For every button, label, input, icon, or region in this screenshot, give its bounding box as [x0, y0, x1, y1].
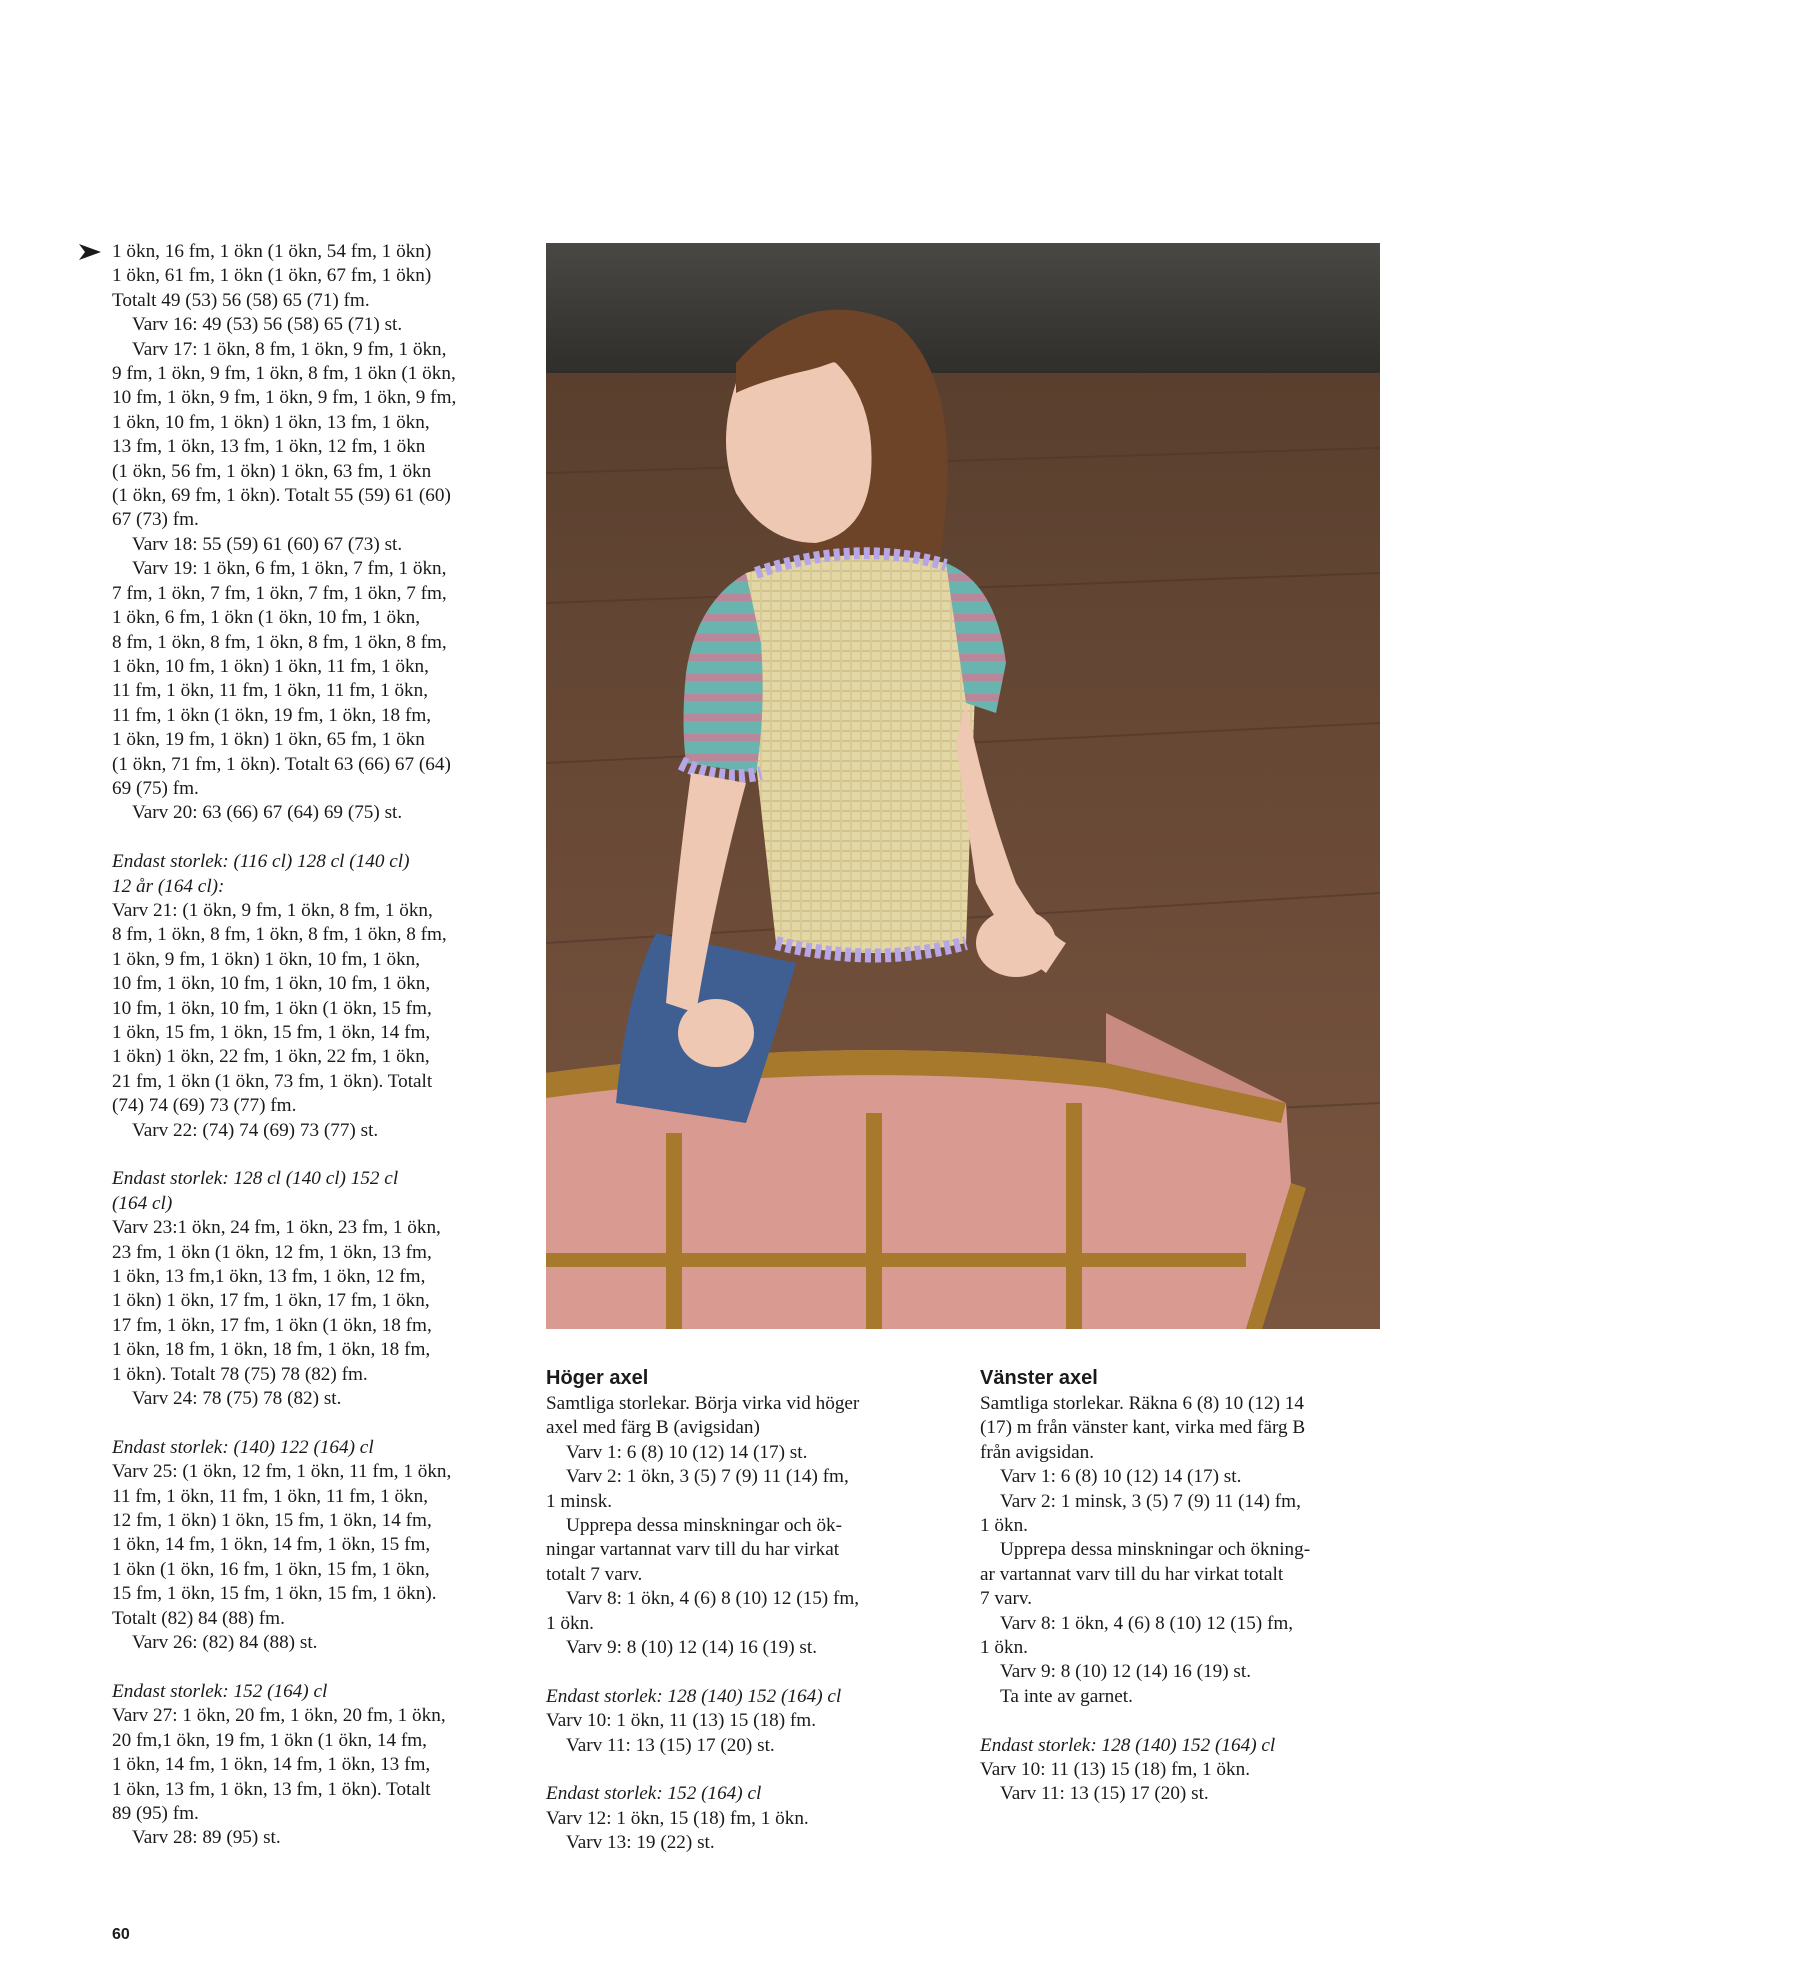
text-line: Varv 8: 1 ökn, 4 (6) 8 (10) 12 (15) fm, — [1000, 1612, 1294, 1634]
text-line: 1 ökn, 10 fm, 1 ökn) 1 ökn, 11 fm, 1 ökn, — [112, 655, 429, 677]
text-line: 13 fm, 1 ökn, 13 fm, 1 ökn, 12 fm, 1 ökn — [112, 436, 426, 458]
text-line: (17) m från vänster kant, virka med färg B — [980, 1417, 1306, 1439]
text-line: 1 ökn (1 ökn, 16 fm, 1 ökn, 15 fm, 1 ökn, — [112, 1558, 430, 1580]
text-line: 1 ökn, 9 fm, 1 ökn) 1 ökn, 10 fm, 1 ökn, — [112, 948, 421, 970]
text-line — [112, 1143, 532, 1167]
text-line: 1 ökn. — [546, 1612, 594, 1634]
photo-girl-crochet-vest — [546, 243, 1760, 1329]
photo-caption-line-2: liten puffärm. — [1664, 715, 1760, 732]
text-line: Totalt 49 (53) 56 (58) 65 (71) fm. — [112, 289, 370, 311]
text-line: Endast storlek: 152 (164) cl — [112, 1680, 328, 1702]
text-line: 11 fm, 1 ökn, 11 fm, 1 ökn, 11 fm, 1 ökn, — [112, 1485, 429, 1507]
text-line: 10 fm, 1 ökn, 10 fm, 1 ökn, 10 fm, 1 ökn, — [112, 973, 431, 995]
text-line: 1 ökn, 14 fm, 1 ökn, 14 fm, 1 ökn, 13 fm, — [112, 1754, 431, 1776]
text-line: 1 ökn, 61 fm, 1 ökn (1 ökn, 67 fm, 1 ökn) — [112, 265, 432, 287]
text-line — [546, 1758, 946, 1782]
text-line: Varv 17: 1 ökn, 8 fm, 1 ökn, 9 fm, 1 ökn, — [132, 338, 447, 360]
text-line: 7 fm, 1 ökn, 7 fm, 1 ökn, 7 fm, 1 ökn, 7 fm, — [112, 582, 447, 604]
text-line: Varv 12: 1 ökn, 15 (18) fm, 1 ökn. — [546, 1807, 809, 1829]
text-line: axel med färg B (avigsidan) — [546, 1417, 760, 1439]
text-line: Varv 27: 1 ökn, 20 fm, 1 ökn, 20 fm, 1 ökn, — [112, 1705, 446, 1727]
text-line: Upprepa dessa minskningar och ök- — [566, 1515, 843, 1537]
photo-caption-line-1: Sött med en — [1664, 696, 1750, 713]
text-line: 1 ökn, 16 fm, 1 ökn (1 ökn, 54 fm, 1 ökn) — [112, 241, 432, 262]
text-line: Varv 2: 1 ökn, 3 (5) 7 (9) 11 (14) fm, — [566, 1466, 849, 1488]
text-line: 8 fm, 1 ökn, 8 fm, 1 ökn, 8 fm, 1 ökn, 8 fm, — [112, 924, 447, 946]
text-line: 1 ökn, 13 fm, 1 ökn, 13 fm, 1 ökn). Totalt — [112, 1778, 431, 1800]
text-line: 1 ökn) 1 ökn, 17 fm, 1 ökn, 17 fm, 1 ökn, — [112, 1290, 430, 1312]
text-line: (1 ökn, 71 fm, 1 ökn). Totalt 63 (66) 67 (64) — [112, 753, 451, 775]
text-line: 23 fm, 1 ökn (1 ökn, 12 fm, 1 ökn, 13 fm, — [112, 1241, 432, 1263]
text-line: Endast storlek: (140) 122 (164) cl — [112, 1436, 374, 1458]
text-line: (74) 74 (69) 73 (77) fm. — [112, 1095, 297, 1117]
text-line: 12 år (164 cl): — [112, 875, 225, 897]
text-line: 1 ökn. — [980, 1515, 1028, 1537]
text-line: 8 fm, 1 ökn, 8 fm, 1 ökn, 8 fm, 1 ökn, 8 fm, — [112, 631, 447, 653]
continuation-arrow-icon — [78, 243, 102, 261]
pattern-column-middle — [546, 1366, 946, 1856]
text-line: 15 fm, 1 ökn, 15 fm, 1 ökn, 15 fm, 1 ökn). — [112, 1583, 437, 1605]
section-heading-hoger-axel: Höger axel — [546, 1367, 649, 1389]
text-line: Varv 9: 8 (10) 12 (14) 16 (19) st. — [1000, 1661, 1251, 1683]
text-line: Varv 23:1 ökn, 24 fm, 1 ökn, 23 fm, 1 ökn, — [112, 1217, 441, 1239]
text-line: 1 ökn, 10 fm, 1 ökn) 1 ökn, 13 fm, 1 ökn, — [112, 411, 430, 433]
text-line: 1 minsk. — [546, 1490, 613, 1512]
text-line: Varv 20: 63 (66) 67 (64) 69 (75) st. — [132, 802, 403, 824]
text-line: 1 ökn, 15 fm, 1 ökn, 15 fm, 1 ökn, 14 fm, — [112, 1021, 431, 1043]
text-line: Endast storlek: 152 (164) cl — [546, 1783, 762, 1805]
text-line: 1 ökn. — [980, 1637, 1028, 1659]
text-line: 1 ökn). Totalt 78 (75) 78 (82) fm. — [112, 1363, 368, 1385]
text-line: Totalt (82) 84 (88) fm. — [112, 1607, 285, 1629]
text-line: Varv 21: (1 ökn, 9 fm, 1 ökn, 8 fm, 1 ökn, — [112, 899, 433, 921]
text-line: (1 ökn, 69 fm, 1 ökn). Totalt 55 (59) 61 (60) — [112, 485, 451, 507]
hoger-axel-text — [546, 1392, 946, 1856]
text-line: Varv 26: (82) 84 (88) st. — [132, 1632, 318, 1654]
text-line: Endast storlek: 128 (140) 152 (164) cl — [980, 1734, 1276, 1756]
text-line: Varv 11: 13 (15) 17 (20) st. — [1000, 1783, 1209, 1805]
text-line: 69 (75) fm. — [112, 777, 199, 799]
text-line: 20 fm,1 ökn, 19 fm, 1 ökn (1 ökn, 14 fm, — [112, 1729, 427, 1751]
text-line: Upprepa dessa minskningar och ökning- — [1000, 1539, 1311, 1561]
text-line: 21 fm, 1 ökn (1 ökn, 73 fm, 1 ökn). Totalt — [112, 1070, 433, 1092]
wall — [546, 243, 1380, 373]
text-line: (164 cl) — [112, 1192, 173, 1214]
text-line — [546, 1660, 946, 1684]
text-line: Varv 22: (74) 74 (69) 73 (77) st. — [132, 1119, 379, 1141]
right-hand — [976, 909, 1056, 977]
text-line: Varv 8: 1 ökn, 4 (6) 8 (10) 12 (15) fm, — [566, 1588, 860, 1610]
text-line: 7 varv. — [980, 1588, 1033, 1610]
text-line: 10 fm, 1 ökn, 10 fm, 1 ökn (1 ökn, 15 fm, — [112, 997, 432, 1019]
text-line: 17 fm, 1 ökn, 17 fm, 1 ökn (1 ökn, 18 fm, — [112, 1314, 432, 1336]
text-line — [112, 1411, 532, 1435]
text-line: ningar vartannat varv till du har virkat — [546, 1539, 840, 1561]
pattern-column-left — [112, 240, 532, 1851]
left-hand — [678, 999, 754, 1067]
text-line: (1 ökn, 56 fm, 1 ökn) 1 ökn, 63 fm, 1 ökn — [112, 460, 432, 482]
text-line: Varv 13: 19 (22) st. — [566, 1832, 715, 1854]
text-line: Varv 28: 89 (95) st. — [132, 1827, 281, 1849]
text-line — [112, 826, 532, 850]
page-number: 60 — [112, 1926, 130, 1943]
text-line: totalt 7 varv. — [546, 1563, 643, 1585]
text-line: ar vartannat varv till du har virkat totalt — [980, 1563, 1284, 1585]
text-line: 67 (73) fm. — [112, 509, 199, 531]
section-heading-vanster-axel: Vänster axel — [980, 1367, 1098, 1389]
text-line: 1 ökn, 6 fm, 1 ökn (1 ökn, 10 fm, 1 ökn, — [112, 607, 421, 629]
text-line: 12 fm, 1 ökn) 1 ökn, 15 fm, 1 ökn, 14 fm, — [112, 1510, 432, 1532]
text-line: från avigsidan. — [980, 1441, 1095, 1463]
text-line: Varv 1: 6 (8) 10 (12) 14 (17) st. — [566, 1441, 808, 1463]
text-line: 89 (95) fm. — [112, 1802, 199, 1824]
text-line: 11 fm, 1 ökn, 11 fm, 1 ökn, 11 fm, 1 ökn, — [112, 680, 429, 702]
text-line: Varv 10: 1 ökn, 11 (13) 15 (18) fm. — [546, 1710, 817, 1732]
photo-caption — [1664, 695, 1804, 733]
text-line: Varv 18: 55 (59) 61 (60) 67 (73) st. — [132, 533, 403, 555]
text-line: Varv 9: 8 (10) 12 (14) 16 (19) st. — [566, 1637, 817, 1659]
text-line: Varv 1: 6 (8) 10 (12) 14 (17) st. — [1000, 1466, 1242, 1488]
text-line: Varv 10: 11 (13) 15 (18) fm, 1 ökn. — [980, 1759, 1251, 1781]
crochet-vest — [746, 555, 978, 953]
text-line: Varv 25: (1 ökn, 12 fm, 1 ökn, 11 fm, 1 ökn, — [112, 1461, 452, 1483]
text-line: Endast storlek: (116 cl) 128 cl (140 cl) — [112, 851, 410, 873]
text-line: Varv 19: 1 ökn, 6 fm, 1 ökn, 7 fm, 1 ökn, — [132, 558, 447, 580]
text-line: Varv 16: 49 (53) 56 (58) 65 (71) st. — [132, 314, 403, 336]
text-line: 1 ökn) 1 ökn, 22 fm, 1 ökn, 22 fm, 1 ökn, — [112, 1046, 430, 1068]
text-line: 1 ökn, 13 fm,1 ökn, 13 fm, 1 ökn, 12 fm, — [112, 1266, 426, 1288]
text-line — [980, 1709, 1380, 1733]
text-line: Endast storlek: 128 cl (140 cl) 152 cl — [112, 1168, 399, 1190]
text-line: Varv 2: 1 minsk, 3 (5) 7 (9) 11 (14) fm, — [1000, 1490, 1301, 1512]
text-line: Varv 24: 78 (75) 78 (82) st. — [132, 1388, 342, 1410]
text-line: Endast storlek: 128 (140) 152 (164) cl — [546, 1685, 842, 1707]
vanster-axel-text — [980, 1392, 1380, 1807]
text-line — [112, 1656, 532, 1680]
text-line: Samtliga storlekar. Räkna 6 (8) 10 (12) 14 — [980, 1393, 1304, 1414]
text-line: 11 fm, 1 ökn (1 ökn, 19 fm, 1 ökn, 18 fm, — [112, 704, 432, 726]
text-line: 10 fm, 1 ökn, 9 fm, 1 ökn, 9 fm, 1 ökn, 9 fm, — [112, 387, 457, 409]
pattern-column-right — [980, 1366, 1380, 1807]
text-line: 1 ökn, 19 fm, 1 ökn) 1 ökn, 65 fm, 1 ökn — [112, 729, 425, 751]
text-line: 9 fm, 1 ökn, 9 fm, 1 ökn, 8 fm, 1 ökn (1 ökn, — [112, 363, 456, 385]
text-line: 1 ökn, 18 fm, 1 ökn, 18 fm, 1 ökn, 18 fm, — [112, 1339, 431, 1361]
text-line: Ta inte av garnet. — [1000, 1685, 1133, 1707]
text-line: Varv 11: 13 (15) 17 (20) st. — [566, 1734, 775, 1756]
photo-illustration — [546, 243, 1380, 1329]
text-line: 1 ökn, 14 fm, 1 ökn, 14 fm, 1 ökn, 15 fm, — [112, 1534, 431, 1556]
text-line: Samtliga storlekar. Börja virka vid höger — [546, 1393, 860, 1414]
